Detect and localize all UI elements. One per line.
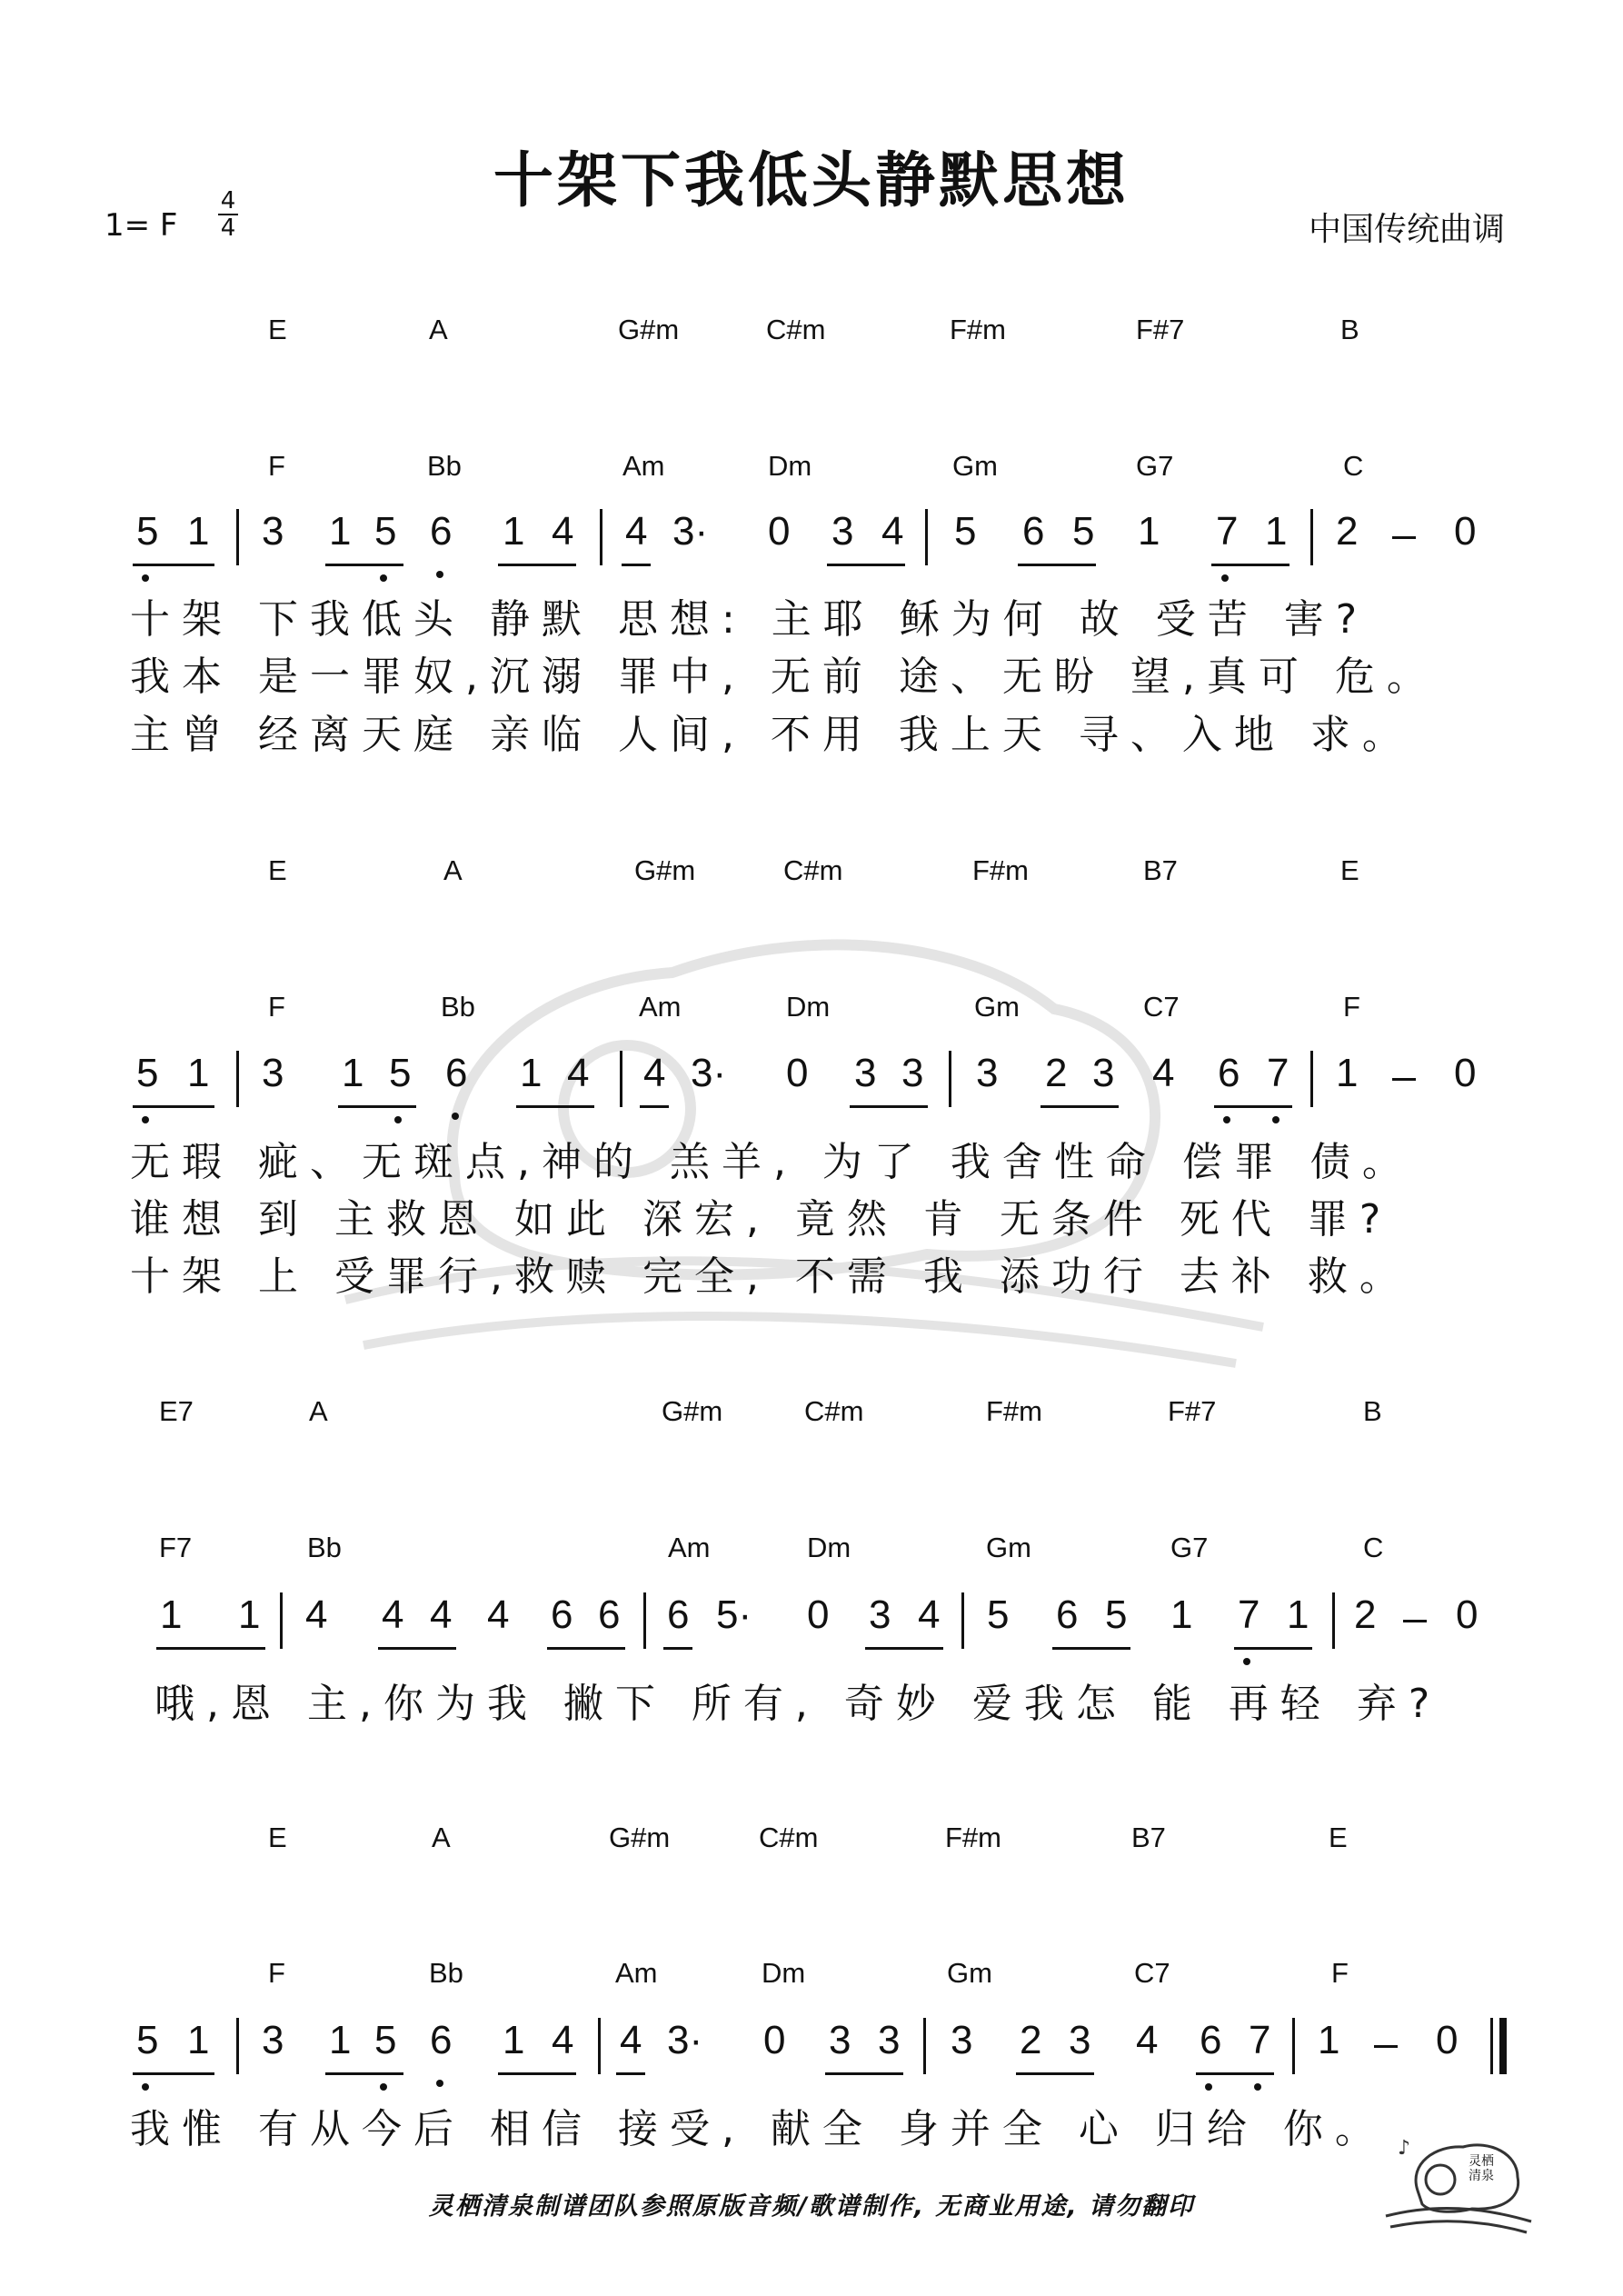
note: 6: [430, 2018, 453, 2062]
note: 2: [1336, 509, 1359, 554]
capo-chord: B7: [1143, 854, 1178, 886]
chord: C: [1363, 1532, 1384, 1563]
lyric-line: 十架 下我低头 静默 思想: 主耶 稣为何 故 受苦 害?: [130, 596, 1369, 643]
capo-chord: F#7: [1168, 1395, 1217, 1427]
note: 1: [187, 2018, 210, 2062]
capo-chord: E7: [159, 1395, 194, 1427]
note: 5: [374, 509, 397, 554]
note: 3·: [672, 509, 709, 554]
note: 5: [987, 1592, 1010, 1637]
note: 1: [160, 1592, 183, 1637]
capo-chord: F#m: [986, 1395, 1042, 1427]
lyric-line: 我本 是一罪奴,沉溺 罪中, 无前 途、无盼 望,真可 危。: [130, 654, 1439, 700]
capo-chord: B7: [1131, 1822, 1166, 1853]
chord: C7: [1143, 991, 1180, 1023]
note: 3: [262, 1051, 284, 1095]
note: 3·: [691, 1051, 727, 1095]
chord: Gm: [952, 450, 998, 482]
note: 5: [136, 2018, 159, 2062]
chord: F: [1343, 991, 1360, 1023]
note: 0: [1454, 509, 1477, 554]
note: 3: [829, 2018, 851, 2062]
note: 1: [342, 1051, 364, 1095]
lyric-line: 我惟 有从今后 相信 接受, 献全 身并全 心 归给 你。: [130, 2106, 1387, 2152]
capo-chord: C#m: [804, 1395, 864, 1427]
note: 7: [1249, 2018, 1271, 2062]
capo-chord: G#m: [609, 1822, 671, 1853]
capo-chord: F#7: [1136, 314, 1185, 345]
footer-notice: 灵栖清泉制谱团队参照原版音频/歌谱制作, 无商业用途, 请勿翻印: [428, 2192, 1195, 2221]
capo-chord: C#m: [766, 314, 826, 345]
chord: Bb: [307, 1532, 342, 1563]
note: 1: [503, 509, 525, 554]
capo-chord: F#m: [972, 854, 1029, 886]
note: 5: [389, 1051, 412, 1095]
lyric-line: 哦,恩 主,你为我 撇下 所有, 奇妙 爱我怎 能 再轻 弃?: [154, 1681, 1442, 1727]
capo-chord: F#m: [945, 1822, 1001, 1853]
note: 3: [262, 2018, 284, 2062]
capo-chord: A: [432, 1822, 451, 1853]
note: 4: [643, 1051, 666, 1095]
chord: G7: [1170, 1532, 1209, 1563]
chord: Gm: [974, 991, 1020, 1023]
note: 1: [329, 2018, 352, 2062]
note: 6: [1200, 2018, 1222, 2062]
chord: F: [1331, 1957, 1349, 1989]
chord: C: [1343, 450, 1364, 482]
capo-chord: G#m: [634, 854, 696, 886]
time-signature-bottom: 4: [220, 215, 236, 242]
note: 6: [445, 1051, 468, 1095]
chord: F: [268, 1957, 285, 1989]
note: 3: [262, 509, 284, 554]
note: 4: [881, 509, 904, 554]
note: 4: [552, 509, 574, 554]
note: 4: [552, 2018, 574, 2062]
capo-chord: E: [268, 854, 287, 886]
note: 3: [1092, 1051, 1115, 1095]
time-signature-top: 4: [220, 187, 236, 215]
note: 4: [1152, 1051, 1175, 1095]
note: 5: [136, 509, 159, 554]
chord: Dm: [762, 1957, 806, 1989]
composer: 中国传统曲调: [1308, 211, 1505, 248]
note: 0: [1454, 1051, 1477, 1095]
note: 2: [1045, 1051, 1068, 1095]
note: 0: [807, 1592, 830, 1637]
chord: Gm: [947, 1957, 992, 1989]
note: 3: [976, 1051, 999, 1095]
note: 3: [878, 2018, 901, 2062]
note: 4: [382, 1592, 404, 1637]
chord: F: [268, 991, 285, 1023]
chord: C7: [1134, 1957, 1170, 1989]
note: 7: [1238, 1592, 1260, 1637]
capo-chord: B: [1340, 314, 1359, 345]
note: 6: [1022, 509, 1045, 554]
capo-chord: E: [268, 1822, 287, 1853]
sheep-logo-icon: [1381, 2127, 1536, 2236]
chord: G7: [1136, 450, 1174, 482]
note: 1: [1318, 2018, 1340, 2062]
note: 5: [136, 1051, 159, 1095]
note: 0: [768, 509, 791, 554]
capo-chord: B: [1363, 1395, 1382, 1427]
chord: Gm: [986, 1532, 1031, 1563]
note: 1: [1170, 1592, 1193, 1637]
capo-chord: C#m: [759, 1822, 819, 1853]
note: 3: [831, 509, 854, 554]
note: 6: [1218, 1051, 1240, 1095]
chord: Dm: [786, 991, 831, 1023]
lyric-line: 谁想 到 主救恩 如此 深宏, 竟然 肯 无条件 死代 罪?: [130, 1196, 1393, 1243]
lyric-line: 十架 上 受罪行,救赎 完全, 不需 我 添功行 去补 救。: [130, 1253, 1411, 1300]
note: 1: [1336, 1051, 1359, 1095]
note: 6: [1056, 1592, 1079, 1637]
capo-chord: A: [309, 1395, 328, 1427]
note: 5: [374, 2018, 397, 2062]
note: 5·: [716, 1592, 752, 1637]
note: 4: [430, 1592, 453, 1637]
note: 1: [238, 1592, 261, 1637]
note: 4: [625, 509, 648, 554]
note: 1: [187, 509, 210, 554]
note: 4: [1136, 2018, 1159, 2062]
chord: Bb: [429, 1957, 463, 1989]
capo-chord: C#m: [783, 854, 843, 886]
note: 3: [901, 1051, 924, 1095]
chord: Am: [615, 1957, 658, 1989]
chord: F7: [159, 1532, 193, 1563]
note: 0: [786, 1051, 809, 1095]
time-signature: [218, 189, 238, 240]
note: 3: [854, 1051, 877, 1095]
note: 3: [1069, 2018, 1091, 2062]
note: 2: [1020, 2018, 1042, 2062]
chord: Am: [639, 991, 682, 1023]
chord: Bb: [427, 450, 462, 482]
capo-chord: E: [1340, 854, 1359, 886]
note: 1: [1287, 1592, 1309, 1637]
note: 4: [487, 1592, 510, 1637]
capo-chord: E: [1329, 1822, 1348, 1853]
note: 4: [918, 1592, 941, 1637]
chord: Am: [668, 1532, 711, 1563]
note: 6: [667, 1592, 690, 1637]
chord: Bb: [441, 991, 475, 1023]
note: 6: [430, 509, 453, 554]
chord: Dm: [807, 1532, 851, 1563]
note: 7: [1267, 1051, 1289, 1095]
capo-chord: A: [443, 854, 463, 886]
capo-chord: A: [429, 314, 448, 345]
chord: F: [268, 450, 285, 482]
note: 2: [1354, 1592, 1377, 1637]
note: 4: [567, 1051, 590, 1095]
note: 0: [1436, 2018, 1459, 2062]
note: 1: [329, 509, 352, 554]
logo: [1381, 2127, 1536, 2240]
note: 1: [503, 2018, 525, 2062]
note: 6: [598, 1592, 621, 1637]
lyric-line: 无瑕 疵、无斑点,神的 羔羊, 为了 我舍性命 偿罪 债。: [130, 1139, 1414, 1185]
note: 5: [1105, 1592, 1128, 1637]
note: 7: [1216, 509, 1239, 554]
capo-chord: G#m: [662, 1395, 723, 1427]
chord: Am: [622, 450, 665, 482]
note: 3·: [667, 2018, 703, 2062]
note: 3: [869, 1592, 891, 1637]
capo-chord: E: [268, 314, 287, 345]
lyric-line: 主曾 经离天庭 亲临 人间, 不用 我上天 寻、入地 求。: [130, 712, 1414, 758]
capo-chord: F#m: [950, 314, 1006, 345]
svg-text:♪: ♪: [1398, 2137, 1411, 2160]
note: 0: [763, 2018, 786, 2062]
song-title: 十架下我低头静默思想: [493, 145, 1130, 215]
note: 1: [187, 1051, 210, 1095]
note: 4: [620, 2018, 642, 2062]
note: 0: [1456, 1592, 1479, 1637]
note: 1: [1138, 509, 1160, 554]
note: 5: [1072, 509, 1095, 554]
note: 1: [1265, 509, 1288, 554]
logo-text: 灵栖清泉: [1469, 2154, 1494, 2183]
note: 4: [305, 1592, 328, 1637]
note: 6: [551, 1592, 573, 1637]
note: 1: [520, 1051, 543, 1095]
key-signature: 1= F: [105, 207, 178, 244]
note: 3: [951, 2018, 973, 2062]
chord: Dm: [768, 450, 812, 482]
capo-chord: G#m: [618, 314, 680, 345]
note: 5: [954, 509, 977, 554]
